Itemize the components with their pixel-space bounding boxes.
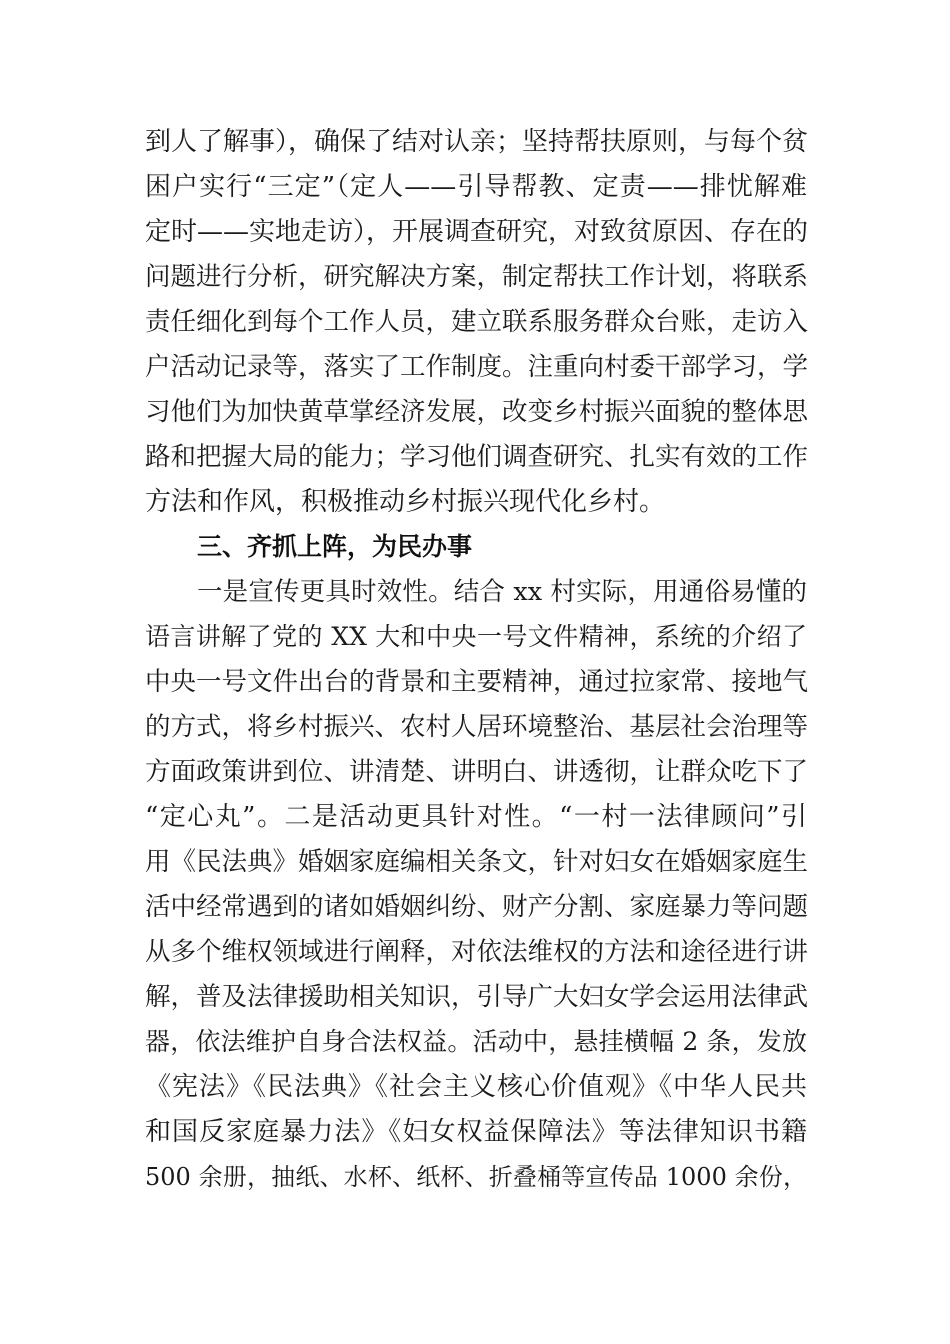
body-text-line: 户活动记录等，落实了工作制度。注重向村委干部学习，学 [145,352,809,382]
body-text-line: 《宪法》《民法典》《社会主义核心价值观》《中华人民共 [145,1072,807,1102]
body-text-line: 的方式，将乡村振兴、农村人居环境整治、基层社会治理等 [145,712,809,742]
body-text-line: 问题进行分析，研究解决方案，制定帮扶工作计划，将联系 [145,262,809,292]
body-text-line: 困户实行“三定”（定人——引导帮教、定责——排忧解难 [145,172,807,202]
body-text-line: 到人了解事），确保了结对认亲；坚持帮扶原则，与每个贫 [145,127,809,157]
body-text-line: 路和把握大局的能力；学习他们调查研究、扎实有效的工作 [145,442,809,472]
body-text-line: 活中经常遇到的诸如婚姻纠纷、财产分割、家庭暴力等问题 [145,892,809,922]
body-text-line: 定时——实地走访），开展调查研究，对致贫原因、存在的 [145,217,809,247]
body-text-line: 习他们为加快黄草掌经济发展，改变乡村振兴面貌的整体思 [145,397,809,427]
body-text-line: 用《民法典》婚姻家庭编相关条文，针对妇女在婚姻家庭生 [145,847,809,877]
section-heading: 三、齐抓上阵，为民办事 [197,532,473,561]
body-text-line: 方面政策讲到位、讲清楚、讲明白、讲透彻，让群众吃下了 [145,757,809,787]
body-text-line: 方法和作风，积极推动乡村振兴现代化乡村。 [145,487,666,517]
body-text-line: 和国反家庭暴力法》《妇女权益保障法》等法律知识书籍 [145,1117,807,1147]
body-text-line: “定心丸”。二是活动更具针对性。“一村一法律顾问”引 [145,802,807,832]
paragraph-first-line: 一是宣传更具时效性。结合 xx 村实际，用通俗易懂的 [197,577,807,607]
body-text-line: 从多个维权领域进行阐释，对依法维权的方法和途径进行讲 [145,937,809,967]
body-text-line: 语言讲解了党的 XX 大和中央一号文件精神，系统的介绍了 [145,622,807,651]
body-text-line: 500 余册，抽纸、水杯、纸杯、折叠桶等宣传品 1000 余份， [145,1163,807,1191]
body-text-line: 责任细化到每个工作人员，建立联系服务群众台账，走访入 [145,307,809,337]
body-text-line: 中央一号文件出台的背景和主要精神，通过拉家常、接地气 [145,667,809,697]
body-text-line: 器，依法维护自身合法权益。活动中，悬挂横幅 2 条，发放 [145,1027,807,1056]
body-text-line: 解，普及法律援助相关知识，引导广大妇女学会运用法律武 [145,982,809,1012]
